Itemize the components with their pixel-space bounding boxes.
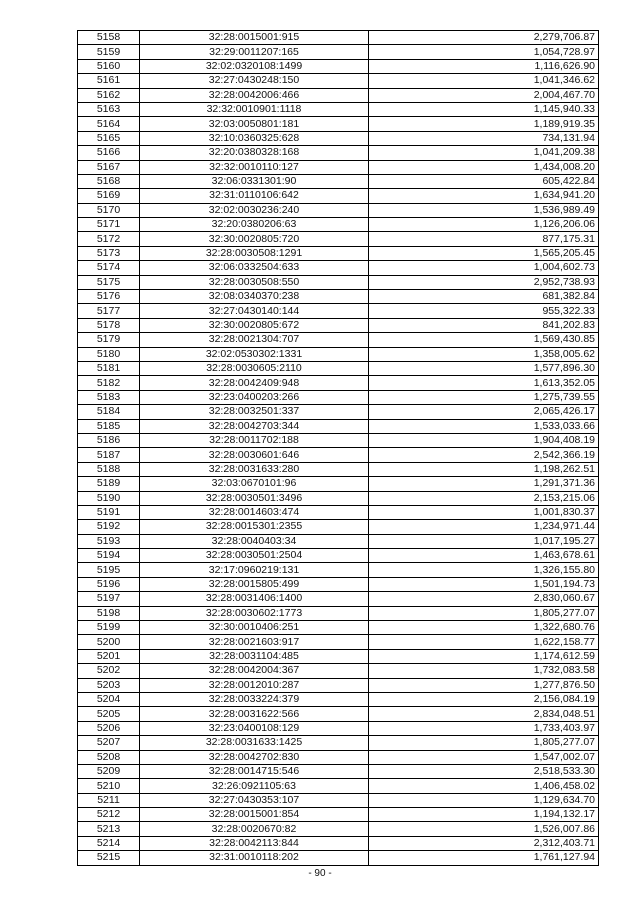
row-number-cell: 5173 — [78, 246, 140, 260]
table-row — [78, 347, 599, 361]
table-row — [78, 577, 599, 591]
value-cell: 681,382.84 — [369, 290, 599, 304]
row-number-cell: 5211 — [78, 793, 140, 807]
cadastral-number-cell: 32:28:0042006:466 — [140, 88, 369, 102]
table-row — [78, 88, 599, 102]
table-row — [78, 793, 599, 807]
value-cell: 1,145,940.33 — [369, 102, 599, 116]
row-number-cell: 5210 — [78, 779, 140, 793]
cadastral-number-cell: 32:08:0340370:238 — [140, 290, 369, 304]
value-cell: 1,004,602.73 — [369, 261, 599, 275]
row-number-cell: 5185 — [78, 419, 140, 433]
table-row — [78, 189, 599, 203]
row-number-cell: 5208 — [78, 750, 140, 764]
table-row — [78, 779, 599, 793]
row-number-cell: 5174 — [78, 261, 140, 275]
table-row — [78, 491, 599, 505]
cadastral-number-cell: 32:28:0031104:485 — [140, 649, 369, 663]
cadastral-number-cell: 32:28:0020670:82 — [140, 822, 369, 836]
table-row — [78, 448, 599, 462]
cadastral-number-cell: 32:26:0921105:63 — [140, 779, 369, 793]
row-number-cell: 5213 — [78, 822, 140, 836]
table-row — [78, 74, 599, 88]
value-cell: 2,004,467.70 — [369, 88, 599, 102]
table-row — [78, 477, 599, 491]
value-cell: 1,533,033.66 — [369, 419, 599, 433]
value-cell: 1,904,408.19 — [369, 433, 599, 447]
row-number-cell: 5167 — [78, 160, 140, 174]
row-number-cell: 5188 — [78, 462, 140, 476]
cadastral-number-cell: 32:28:0030508:550 — [140, 275, 369, 289]
value-cell: 1,526,007.86 — [369, 822, 599, 836]
cadastral-number-cell: 32:28:0042702:830 — [140, 750, 369, 764]
table-row — [78, 736, 599, 750]
table-row — [78, 678, 599, 692]
table-row — [78, 232, 599, 246]
cadastral-number-cell: 32:28:0033224:379 — [140, 692, 369, 706]
value-cell: 1,634,941.20 — [369, 189, 599, 203]
row-number-cell: 5176 — [78, 290, 140, 304]
value-cell: 2,156,084.19 — [369, 692, 599, 706]
table-row — [78, 102, 599, 116]
table-row — [78, 419, 599, 433]
table-row — [78, 822, 599, 836]
value-cell: 2,542,366.19 — [369, 448, 599, 462]
table-row — [78, 261, 599, 275]
row-number-cell: 5202 — [78, 664, 140, 678]
table-row — [78, 592, 599, 606]
value-cell: 1,613,352.05 — [369, 376, 599, 390]
table-row — [78, 462, 599, 476]
cadastral-number-cell: 32:23:0400108:129 — [140, 721, 369, 735]
cadastral-number-cell: 32:28:0015805:499 — [140, 577, 369, 591]
row-number-cell: 5191 — [78, 505, 140, 519]
value-cell: 1,733,403.97 — [369, 721, 599, 735]
row-number-cell: 5177 — [78, 304, 140, 318]
cadastral-number-cell: 32:32:0010901:1118 — [140, 102, 369, 116]
table-row — [78, 246, 599, 260]
cadastral-number-cell: 32:29:0011207:165 — [140, 45, 369, 59]
cadastral-number-cell: 32:06:0332504:633 — [140, 261, 369, 275]
value-cell: 955,322.33 — [369, 304, 599, 318]
cadastral-number-cell: 32:27:0430140:144 — [140, 304, 369, 318]
table-row — [78, 376, 599, 390]
value-cell: 1,116,626.90 — [369, 59, 599, 73]
row-number-cell: 5181 — [78, 361, 140, 375]
row-number-cell: 5203 — [78, 678, 140, 692]
value-cell: 1,126,206.06 — [369, 218, 599, 232]
cadastral-number-cell: 32:28:0042113:844 — [140, 836, 369, 850]
row-number-cell: 5192 — [78, 520, 140, 534]
value-cell: 1,277,876.50 — [369, 678, 599, 692]
value-cell: 1,001,830.37 — [369, 505, 599, 519]
table-row — [78, 333, 599, 347]
table-row — [78, 59, 599, 73]
cadastral-number-cell: 32:30:0020805:720 — [140, 232, 369, 246]
cadastral-number-cell: 32:31:0010118:202 — [140, 851, 369, 865]
table-row — [78, 851, 599, 865]
row-number-cell: 5182 — [78, 376, 140, 390]
table-row — [78, 203, 599, 217]
cadastral-number-cell: 32:28:0015001:915 — [140, 31, 369, 45]
row-number-cell: 5214 — [78, 836, 140, 850]
value-cell: 1,463,678.61 — [369, 549, 599, 563]
row-number-cell: 5166 — [78, 146, 140, 160]
table-row — [78, 405, 599, 419]
table-row — [78, 160, 599, 174]
value-cell: 1,041,209.38 — [369, 146, 599, 160]
table-row — [78, 117, 599, 131]
value-cell: 2,065,426.17 — [369, 405, 599, 419]
table-row — [78, 304, 599, 318]
table-row — [78, 390, 599, 404]
value-cell: 2,279,706.87 — [369, 31, 599, 45]
row-number-cell: 5184 — [78, 405, 140, 419]
cadastral-number-cell: 32:28:0014603:474 — [140, 505, 369, 519]
cadastral-number-cell: 32:10:0360325:628 — [140, 131, 369, 145]
row-number-cell: 5175 — [78, 275, 140, 289]
value-cell: 2,312,403.71 — [369, 836, 599, 850]
table-row — [78, 534, 599, 548]
cadastral-number-cell: 32:28:0031406:1400 — [140, 592, 369, 606]
cadastral-number-cell: 32:28:0015301:2355 — [140, 520, 369, 534]
row-number-cell: 5172 — [78, 232, 140, 246]
value-cell: 1,174,612.59 — [369, 649, 599, 663]
row-number-cell: 5160 — [78, 59, 140, 73]
row-number-cell: 5195 — [78, 563, 140, 577]
value-cell: 1,234,971.44 — [369, 520, 599, 534]
value-cell: 1,622,158.77 — [369, 635, 599, 649]
cadastral-number-cell: 32:28:0030605:2110 — [140, 361, 369, 375]
row-number-cell: 5212 — [78, 808, 140, 822]
table-row — [78, 649, 599, 663]
value-cell: 1,358,005.62 — [369, 347, 599, 361]
row-number-cell: 5165 — [78, 131, 140, 145]
table-row — [78, 433, 599, 447]
row-number-cell: 5194 — [78, 549, 140, 563]
table-row — [78, 764, 599, 778]
value-cell: 1,547,002.07 — [369, 750, 599, 764]
row-number-cell: 5170 — [78, 203, 140, 217]
cadastral-number-cell: 32:02:0030236:240 — [140, 203, 369, 217]
value-cell: 1,434,008.20 — [369, 160, 599, 174]
row-number-cell: 5187 — [78, 448, 140, 462]
row-number-cell: 5207 — [78, 736, 140, 750]
value-cell: 1,732,083.58 — [369, 664, 599, 678]
value-cell: 734,131.94 — [369, 131, 599, 145]
row-number-cell: 5209 — [78, 764, 140, 778]
cadastral-number-cell: 32:28:0030501:3496 — [140, 491, 369, 505]
cadastral-number-cell: 32:28:0042004:367 — [140, 664, 369, 678]
cadastral-number-cell: 32:06:0331301:90 — [140, 174, 369, 188]
cadastral-number-cell: 32:28:0021304:707 — [140, 333, 369, 347]
cadastral-number-cell: 32:28:0011702:188 — [140, 433, 369, 447]
table-row — [78, 361, 599, 375]
value-cell: 1,129,634.70 — [369, 793, 599, 807]
row-number-cell: 5186 — [78, 433, 140, 447]
table-row — [78, 836, 599, 850]
value-cell: 1,198,262.51 — [369, 462, 599, 476]
cadastral-number-cell: 32:28:0030508:1291 — [140, 246, 369, 260]
cadastral-number-cell: 32:28:0030602:1773 — [140, 606, 369, 620]
row-number-cell: 5201 — [78, 649, 140, 663]
value-cell: 1,569,430.85 — [369, 333, 599, 347]
cadastral-number-cell: 32:28:0031633:280 — [140, 462, 369, 476]
row-number-cell: 5205 — [78, 707, 140, 721]
table-row — [78, 174, 599, 188]
table-row — [78, 505, 599, 519]
row-number-cell: 5169 — [78, 189, 140, 203]
row-number-cell: 5190 — [78, 491, 140, 505]
row-number-cell: 5196 — [78, 577, 140, 591]
cadastral-number-cell: 32:31:0110106:642 — [140, 189, 369, 203]
cadastral-number-cell: 32:03:0050801:181 — [140, 117, 369, 131]
value-cell: 1,501,194.73 — [369, 577, 599, 591]
row-number-cell: 5163 — [78, 102, 140, 116]
cadastral-number-cell: 32:28:0030501:2504 — [140, 549, 369, 563]
table-row — [78, 692, 599, 706]
table-row — [78, 31, 599, 45]
table-row — [78, 549, 599, 563]
cadastral-number-cell: 32:28:0012010:287 — [140, 678, 369, 692]
row-number-cell: 5183 — [78, 390, 140, 404]
row-number-cell: 5178 — [78, 318, 140, 332]
value-cell: 1,194,132.17 — [369, 808, 599, 822]
value-cell: 605,422.84 — [369, 174, 599, 188]
cadastral-number-cell: 32:32:0010110:127 — [140, 160, 369, 174]
table-row — [78, 635, 599, 649]
cadastral-number-cell: 32:28:0015001:854 — [140, 808, 369, 822]
row-number-cell: 5193 — [78, 534, 140, 548]
cadastral-number-cell: 32:28:0030601:646 — [140, 448, 369, 462]
value-cell: 2,830,060.67 — [369, 592, 599, 606]
value-cell: 1,054,728.97 — [369, 45, 599, 59]
value-cell: 1,017,195.27 — [369, 534, 599, 548]
value-cell: 1,322,680.76 — [369, 621, 599, 635]
cadastral-number-cell: 32:17:0960219:131 — [140, 563, 369, 577]
row-number-cell: 5189 — [78, 477, 140, 491]
table-row — [78, 520, 599, 534]
cadastral-number-cell: 32:23:0400203:266 — [140, 390, 369, 404]
value-cell: 2,834,048.51 — [369, 707, 599, 721]
cadastral-number-cell: 32:28:0032501:337 — [140, 405, 369, 419]
value-cell: 1,805,277.07 — [369, 736, 599, 750]
row-number-cell: 5180 — [78, 347, 140, 361]
cadastral-number-cell: 32:28:0031622:566 — [140, 707, 369, 721]
row-number-cell: 5171 — [78, 218, 140, 232]
value-cell: 1,761,127.94 — [369, 851, 599, 865]
value-cell: 841,202.83 — [369, 318, 599, 332]
row-number-cell: 5168 — [78, 174, 140, 188]
table-row — [78, 146, 599, 160]
value-cell: 1,805,277.07 — [369, 606, 599, 620]
value-cell: 877,175.31 — [369, 232, 599, 246]
table-row — [78, 621, 599, 635]
row-number-cell: 5198 — [78, 606, 140, 620]
cadastral-number-cell: 32:30:0020805:672 — [140, 318, 369, 332]
row-number-cell: 5161 — [78, 74, 140, 88]
value-cell: 1,406,458.02 — [369, 779, 599, 793]
cadastral-number-cell: 32:02:0320108:1499 — [140, 59, 369, 73]
value-cell: 1,565,205.45 — [369, 246, 599, 260]
row-number-cell: 5200 — [78, 635, 140, 649]
value-cell: 1,291,371.36 — [369, 477, 599, 491]
cadastral-number-cell: 32:03:0670101:96 — [140, 477, 369, 491]
table-row — [78, 563, 599, 577]
value-cell: 1,536,989.49 — [369, 203, 599, 217]
table-row — [78, 218, 599, 232]
page-number: - 90 - — [308, 868, 332, 879]
value-cell: 1,275,739.55 — [369, 390, 599, 404]
row-number-cell: 5206 — [78, 721, 140, 735]
cadastral-number-cell: 32:28:0042409:948 — [140, 376, 369, 390]
row-number-cell: 5159 — [78, 45, 140, 59]
value-cell: 1,189,919.35 — [369, 117, 599, 131]
table-row — [78, 45, 599, 59]
table-row — [78, 750, 599, 764]
value-cell: 2,952,738.93 — [369, 275, 599, 289]
row-number-cell: 5164 — [78, 117, 140, 131]
table-row — [78, 707, 599, 721]
cadastral-number-cell: 32:28:0021603:917 — [140, 635, 369, 649]
row-number-cell: 5179 — [78, 333, 140, 347]
cadastral-value-table — [77, 30, 599, 866]
value-cell: 1,326,155.80 — [369, 563, 599, 577]
value-cell: 2,153,215.06 — [369, 491, 599, 505]
row-number-cell: 5197 — [78, 592, 140, 606]
table-row — [78, 275, 599, 289]
table-row — [78, 131, 599, 145]
table-row — [78, 721, 599, 735]
row-number-cell: 5204 — [78, 692, 140, 706]
cadastral-number-cell: 32:20:0380328:168 — [140, 146, 369, 160]
table-row — [78, 808, 599, 822]
cadastral-number-cell: 32:27:0430248:150 — [140, 74, 369, 88]
table-row — [78, 318, 599, 332]
value-cell: 1,041,346.62 — [369, 74, 599, 88]
row-number-cell: 5162 — [78, 88, 140, 102]
cadastral-number-cell: 32:02:0530302:1331 — [140, 347, 369, 361]
table-row — [78, 606, 599, 620]
cadastral-number-cell: 32:27:0430353:107 — [140, 793, 369, 807]
cadastral-number-cell: 32:28:0042703:344 — [140, 419, 369, 433]
cadastral-number-cell: 32:30:0010406:251 — [140, 621, 369, 635]
table-body — [78, 31, 599, 866]
cadastral-number-cell: 32:28:0040403:34 — [140, 534, 369, 548]
row-number-cell: 5215 — [78, 851, 140, 865]
row-number-cell: 5199 — [78, 621, 140, 635]
value-cell: 1,577,896.30 — [369, 361, 599, 375]
value-cell: 2,518,533.30 — [369, 764, 599, 778]
cadastral-number-cell: 32:28:0031633:1425 — [140, 736, 369, 750]
cadastral-number-cell: 32:20:0380206:63 — [140, 218, 369, 232]
cadastral-number-cell: 32:28:0014715:546 — [140, 764, 369, 778]
row-number-cell: 5158 — [78, 31, 140, 45]
table-row — [78, 290, 599, 304]
table-row — [78, 664, 599, 678]
